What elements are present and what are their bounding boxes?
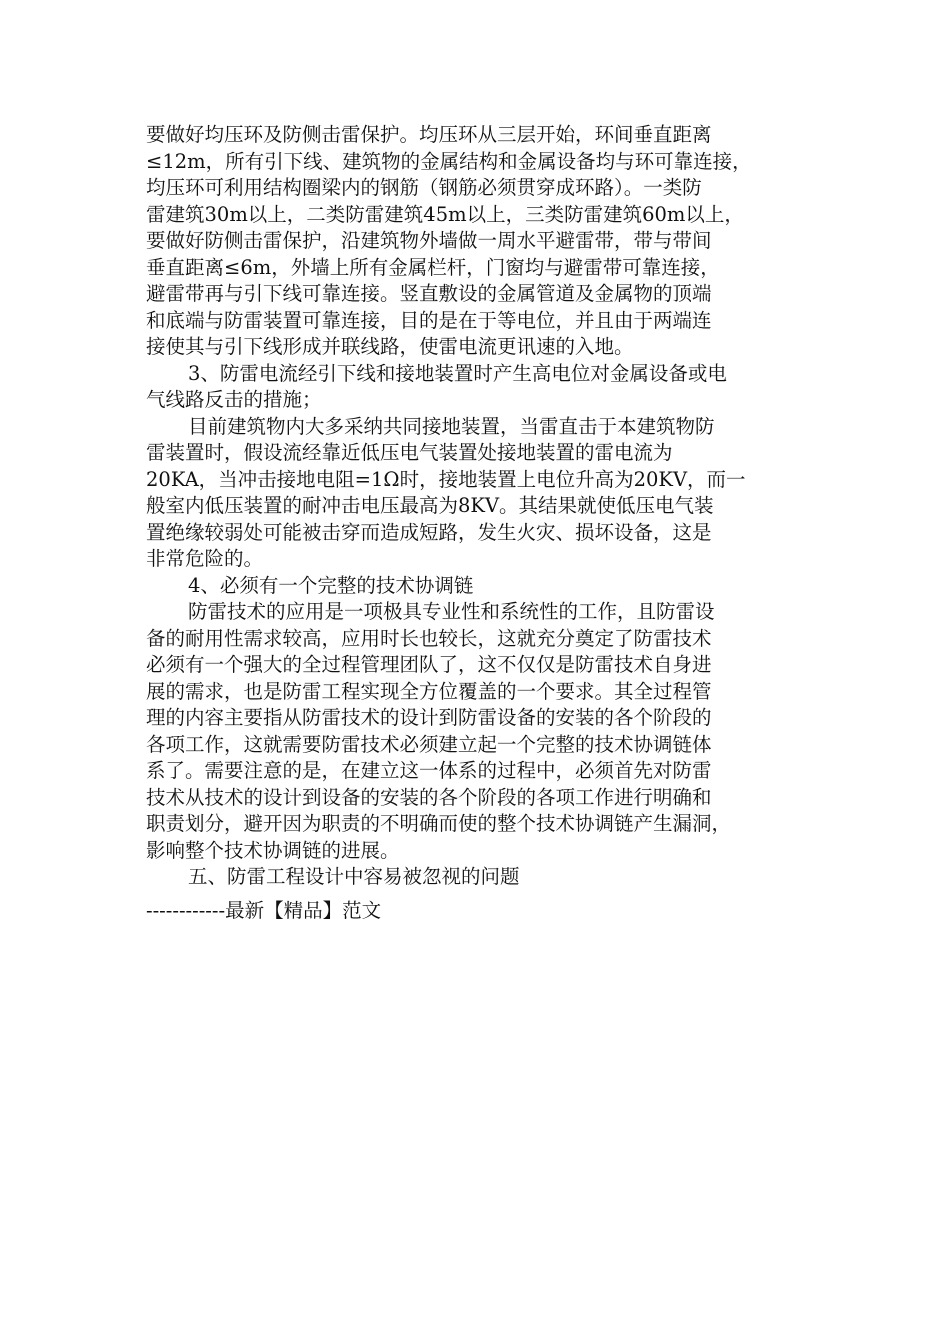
text-line: 展的需求，也是防雷工程实现全方位覆盖的一个要求。其全过程管 <box>146 679 712 703</box>
text-line: 20KA，当冲击接地电阻=1Ω时，接地装置上电位升高为20KV，而一 <box>146 467 746 491</box>
text-line: 和底端与防雷装置可靠连接，目的是在于等电位，并且由于两端连 <box>146 308 712 332</box>
text-line: 要做好防侧击雷保护，沿建筑物外墙做一周水平避雷带，带与带间 <box>146 229 712 252</box>
text-line: 气线路反击的措施； <box>146 388 322 411</box>
text-line: 要做好均压环及防侧击雷保护。均压环从三层开始，环间垂直距离 <box>146 123 712 146</box>
text-line: 必须有一个强大的全过程管理团队了，这不仅仅是防雷技术自身进 <box>146 653 712 676</box>
document-body <box>146 122 826 891</box>
page-footer: ------------最新【精品】范文 <box>146 899 382 922</box>
section-heading: 4、必须有一个完整的技术协调链 <box>188 573 474 597</box>
paragraph-start: 目前建筑物内大多采纳共同接地装置，当雷直击于本建筑物防 <box>188 414 715 438</box>
text-line: 置绝缘较弱处可能被击穿而造成短路，发生火灾、损坏设备，这是 <box>146 520 712 544</box>
text-line: ≤12m，所有引下线、建筑物的金属结构和金属设备均与环可靠连接， <box>146 149 752 173</box>
section-heading: 3、防雷电流经引下线和接地装置时产生高电位对金属设备或电 <box>188 361 727 385</box>
text-line: 接使其与引下线形成并联线路，使雷电流更讯速的入地。 <box>146 335 634 358</box>
text-line: 雷装置时，假设流经靠近低压电气装置处接地装置的雷电流为 <box>146 441 673 464</box>
text-line: 理的内容主要指从防雷技术的设计到防雷设备的安装的各个阶段的 <box>146 706 712 729</box>
text-line: 影响整个技术协调链的进展。 <box>146 838 400 862</box>
text-line: 非常危险的。 <box>146 547 264 570</box>
text-line: 避雷带再与引下线可靠连接。竖直敷设的金属管道及金属物的顶端 <box>146 282 712 305</box>
paragraph-start: 防雷技术的应用是一项极具专业性和系统性的工作，且防雷设 <box>188 600 715 623</box>
text-line: 雷建筑30m以上，二类防雷建筑45m以上，三类防雷建筑60m以上， <box>146 202 744 226</box>
section-heading: 五、防雷工程设计中容易被忽视的问题 <box>188 865 520 888</box>
text-line: 均压环可利用结构圈梁内的钢筋（钢筋必须贯穿成环路）。一类防 <box>146 176 702 199</box>
text-line: 般室内低压装置的耐冲击电压最高为8KV。其结果就使低压电气装 <box>146 494 714 517</box>
text-line: 各项工作，这就需要防雷技术必须建立起一个完整的技术协调链体 <box>146 732 712 756</box>
text-line: 备的耐用性需求较高，应用时长也较长，这就充分奠定了防雷技术 <box>146 626 712 650</box>
text-line: 职责划分，避开因为职责的不明确而使的整个技术协调链产生漏洞， <box>146 812 732 835</box>
text-line: 系了。需要注意的是，在建立这一体系的过程中，必须首先对防雷 <box>146 759 712 782</box>
text-line: 技术从技术的设计到设备的安装的各个阶段的各项工作进行明确和 <box>146 785 712 809</box>
text-line: 垂直距离≤6m，外墙上所有金属栏杆，门窗均与避雷带可靠连接， <box>146 255 720 279</box>
